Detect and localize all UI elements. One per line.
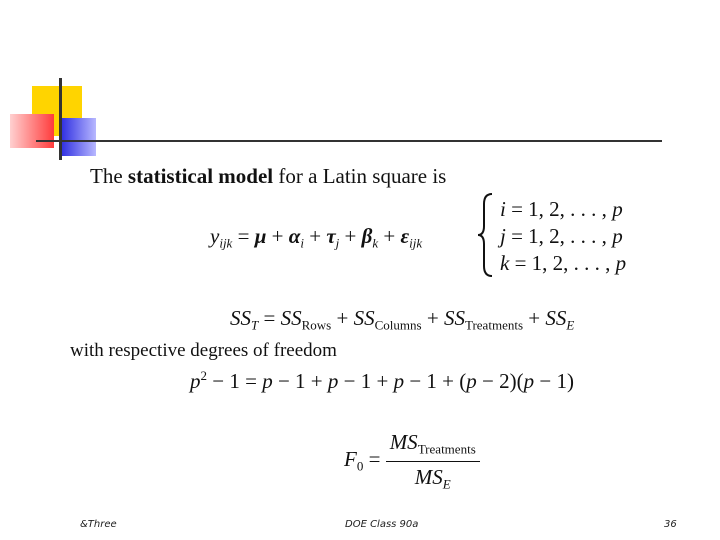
ss-error-sub: E: [566, 317, 575, 333]
dof-p: p: [190, 368, 201, 393]
f0-num-ms: MS: [389, 430, 418, 454]
ss-columns-sub: Columns: [374, 317, 422, 333]
model-plus: +: [266, 224, 289, 248]
case-range: = 1, 2, . . . ,: [505, 224, 613, 248]
vertical-rule: [59, 78, 62, 160]
ss-columns: SS: [353, 306, 375, 330]
ss-error: SS: [545, 306, 567, 330]
dof-p: p: [262, 368, 273, 393]
model-plus: +: [303, 224, 327, 248]
intro-suffix: for a Latin square is: [273, 164, 447, 188]
model-alpha-sub: i: [300, 235, 304, 251]
model-epsilon-sub: ijk: [409, 235, 423, 251]
ss-equation: [230, 306, 574, 334]
cases-list: [500, 196, 626, 277]
dof-text: − 1 +: [272, 368, 328, 393]
footer-page-number: 36: [664, 519, 677, 530]
horizontal-rule: [36, 140, 662, 142]
dof-label: with respective degrees of freedom: [70, 340, 337, 361]
model-beta-sub: k: [372, 235, 379, 251]
model-tau: τ: [326, 224, 336, 248]
footer-center: DOE Class 90a: [345, 519, 419, 530]
cases-brace: [476, 192, 496, 278]
case-range: = 1, 2, . . . ,: [505, 197, 613, 221]
intro-bold: statistical model: [127, 164, 274, 188]
f0-numerator: [386, 430, 480, 462]
f0-f: F: [344, 446, 357, 471]
intro-prefix: The: [90, 164, 128, 188]
blue-square: [60, 118, 96, 156]
footer-left: &Three: [80, 519, 117, 530]
model-y-sub: ijk: [219, 235, 233, 251]
f0-eq: =: [363, 446, 386, 471]
ss-plus: +: [331, 306, 354, 330]
case-end: p: [612, 224, 623, 248]
case-row: [500, 223, 626, 250]
ss-total: SS: [230, 306, 251, 330]
case-end: p: [615, 251, 627, 275]
ss-treatments-sub: Treatments: [464, 317, 524, 333]
model-plus: +: [339, 224, 362, 248]
ss-rows-sub: Rows: [301, 317, 332, 333]
f0-fraction: [386, 430, 480, 492]
model-beta: β: [361, 224, 373, 248]
case-row: [500, 196, 626, 223]
ss-eq: =: [258, 306, 281, 330]
model-tau-sub: j: [335, 235, 340, 251]
dof-text: − 1 + (: [404, 368, 467, 393]
model-plus: +: [378, 224, 401, 248]
case-var: j: [500, 224, 506, 248]
dof-text: − 2)(: [476, 368, 524, 393]
f0-sub: 0: [356, 458, 364, 474]
model-eq: =: [232, 224, 255, 248]
dof-text: − 1 +: [338, 368, 394, 393]
ss-treatments: SS: [443, 306, 465, 330]
dof-p: p: [393, 368, 405, 393]
f0-num-sub: Treatments: [417, 441, 476, 457]
case-end: p: [612, 197, 623, 221]
dof-p: p: [466, 368, 477, 393]
ss-plus: +: [523, 306, 546, 330]
dof-text: − 1): [534, 368, 574, 393]
ss-rows: SS: [280, 306, 302, 330]
model-equation: [210, 224, 422, 252]
ss-total-sub: T: [251, 317, 259, 333]
dof-square: 2: [200, 368, 208, 383]
f0-den-sub: E: [442, 476, 451, 492]
red-square: [10, 114, 54, 148]
model-y: y: [210, 224, 220, 248]
dof-p: p: [523, 368, 535, 393]
case-range: = 1, 2, . . . ,: [509, 251, 616, 275]
dof-equation: [190, 368, 574, 394]
f0-equation: [344, 430, 480, 492]
case-row: [500, 250, 626, 277]
model-mu: μ: [254, 224, 267, 248]
f0-denominator: [415, 462, 451, 493]
model-epsilon: ε: [400, 224, 410, 248]
case-var: i: [500, 197, 506, 221]
f0-den-ms: MS: [414, 464, 443, 489]
model-alpha: α: [288, 224, 301, 248]
ss-plus: +: [421, 306, 444, 330]
intro-text: [90, 164, 446, 189]
dof-text: − 1 =: [207, 368, 263, 393]
case-var: k: [500, 251, 510, 275]
dof-p: p: [327, 368, 339, 393]
